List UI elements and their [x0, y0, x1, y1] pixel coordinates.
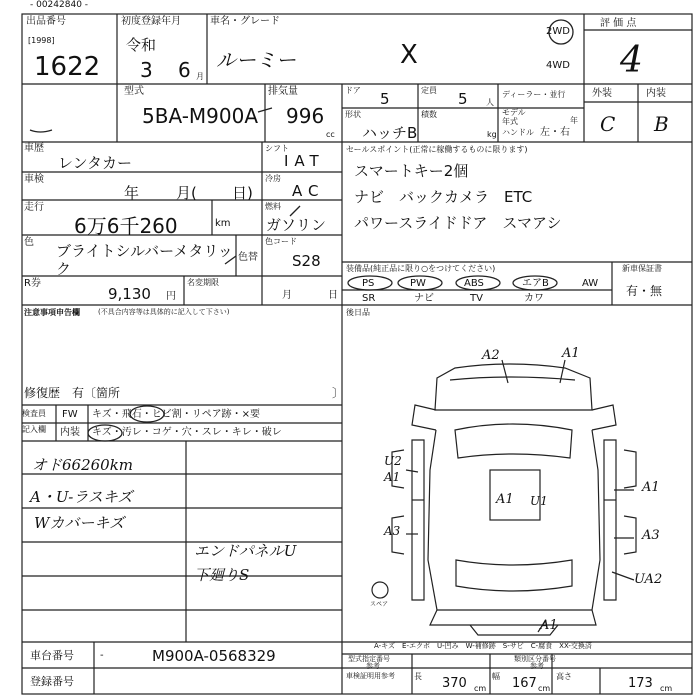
class-label: 類別区分番号: [514, 655, 556, 663]
inspector-label-1: 検査員: [22, 409, 46, 418]
fuel-value: ガソリン: [266, 216, 327, 234]
registration-era: 令和: [126, 36, 157, 54]
color-code: S28: [292, 252, 321, 270]
width-unit: cm: [538, 684, 551, 693]
body-value: ハッチB: [362, 124, 418, 142]
width-label: 幅: [492, 672, 500, 681]
name-change-month: 月: [282, 290, 292, 301]
length-label: 長: [414, 672, 422, 681]
chassis-dash-icon: -: [100, 650, 104, 661]
fuel-label: 燃料: [265, 202, 281, 211]
load-label: 積数: [421, 110, 437, 119]
handwritten-note-5: 下廻りS: [194, 566, 250, 584]
width-value: 167: [512, 676, 537, 691]
dims-label: 車検証明用参考: [346, 672, 395, 680]
notes-label: 注意事項申告欄: [24, 308, 80, 317]
drive-4wd: 4WD: [546, 60, 570, 71]
listing-number-label: 出品番号: [26, 16, 66, 27]
height-unit: cm: [660, 684, 673, 693]
equip-abs: ABS: [464, 278, 484, 289]
notes-sub: (不具合内容等は具体的に記入して下さい): [98, 308, 230, 316]
exterior-score: C: [600, 112, 616, 136]
rating-score: 4: [620, 40, 643, 81]
repair-value: 有〔箇所: [72, 386, 121, 400]
registration-number-label: 登録番号: [30, 675, 74, 688]
color-value: ブライトシルバーメタリック: [56, 242, 233, 278]
registration-month-unit: 月: [196, 72, 204, 81]
inspection-day-unit: 日): [232, 184, 253, 202]
displacement-unit: cc: [326, 130, 335, 139]
top-strip-number: - 00242840 -: [30, 0, 89, 10]
body-label: 形状: [345, 110, 361, 119]
equip-pw: PW: [410, 278, 426, 289]
history-label: 車歴: [24, 143, 44, 154]
vehicle-name: ルーミー: [216, 48, 296, 72]
recycle-label: R券: [24, 278, 41, 289]
equip-sr: SR: [362, 293, 376, 304]
registration-year: 3: [140, 58, 153, 82]
handle-label: ハンドル: [502, 128, 534, 137]
interior-score: B: [654, 112, 669, 136]
shift-label: シフト: [265, 144, 289, 153]
repair-close: 〕: [332, 386, 345, 400]
mileage-unit: km: [215, 218, 231, 229]
inspection-month-unit: 月(: [176, 184, 197, 202]
drive-2wd: 2WD: [546, 26, 570, 37]
aircon-value: AC: [292, 182, 325, 200]
model-value: 5BA-M900A: [142, 104, 259, 128]
spare-label: スペア: [370, 601, 389, 608]
mark-left-top-1: U2: [384, 454, 402, 468]
equip-aw: AW: [582, 278, 599, 289]
class-sub: 参考: [530, 662, 544, 670]
aircon-label: 冷房: [265, 174, 281, 183]
inspection-label: 車検: [24, 174, 44, 185]
inspector-label-2: 記入欄: [22, 425, 46, 434]
exterior-label: 外装: [592, 88, 612, 99]
new-warranty-label: 新車保証書: [622, 264, 662, 273]
repair-label: 修復歴: [24, 386, 61, 400]
mark-bottom: A1: [540, 618, 558, 633]
load-unit: kg: [487, 130, 497, 139]
new-warranty-value: 有・無: [626, 284, 663, 298]
equip-tv: TV: [470, 293, 483, 304]
recycle-value: 9,130: [108, 285, 151, 303]
type-cert-sub: 参考: [366, 662, 380, 670]
mark-top-left: A2: [482, 348, 500, 363]
recycle-unit: 円: [166, 291, 176, 302]
length-unit: cm: [474, 684, 487, 693]
model-label: 型式: [124, 86, 144, 97]
dealer-label: ディーラー・並行: [502, 90, 566, 99]
registration-label: 初度登録年月: [121, 16, 181, 27]
equip-navi: ナビ: [414, 293, 434, 304]
mark-right-lower: A3: [642, 528, 660, 543]
handwritten-note-2: A・U-ラスキズ: [30, 488, 133, 506]
mark-left-top-2: A1: [384, 470, 401, 484]
color-code-label: 色コード: [265, 237, 297, 246]
mark-roof-1: A1: [496, 492, 514, 507]
mark-right-bottom: UA2: [634, 572, 663, 587]
inspector-interior-items: キズ・汚レ・コゲ・穴・スレ・キレ・破レ: [92, 427, 282, 438]
equip-ps: PS: [362, 278, 375, 289]
doors-value: 5: [380, 90, 390, 108]
inspector-fw-label: FW: [62, 409, 78, 420]
listing-number: 1622: [34, 52, 101, 82]
capacity-unit: 人: [486, 98, 494, 107]
listing-number-sub: [1998]: [28, 36, 55, 45]
mileage-label: 走行: [24, 202, 44, 213]
equip-airbag: エアB: [522, 278, 549, 289]
damage-legend: A-キズ E-エクボ U-凹み W-補修跡 S-サビ C-腐食 XX-交換済: [374, 642, 592, 650]
registration-month: 6: [178, 58, 191, 82]
sales-points-label: セールスポイント(正常に稼働するものに限ります): [346, 145, 528, 154]
mark-roof-2: U1: [530, 494, 548, 508]
color-label: 色: [24, 237, 34, 248]
repaint-label: 色替: [238, 252, 258, 263]
length-value: 370: [442, 676, 467, 691]
displacement-label: 排気量: [268, 86, 298, 97]
mark-left-lower: A3: [384, 524, 401, 538]
model-year-label: モデル年式: [502, 108, 526, 126]
vehicle-name-label: 車名・グレード: [210, 16, 280, 27]
handwritten-note-4: エンドパネルU: [194, 542, 297, 560]
equipment-label: 装備品(純正品に限り○をつけてください): [346, 264, 496, 273]
displacement-value: 996: [286, 104, 325, 128]
rating-label: 評 価 点: [600, 18, 637, 29]
type-cert-label: 型式指定番号: [348, 655, 390, 663]
history-value: レンタカー: [58, 154, 133, 172]
sales-point-2: ナビ バックカメラ ETC: [354, 188, 533, 206]
mileage-value: 6万6千260: [74, 214, 178, 238]
height-label: 高さ: [556, 672, 572, 681]
handwritten-note-1: オド66260km: [32, 456, 134, 474]
name-change-day: 日: [328, 290, 338, 301]
sales-point-1: スマートキー2個: [354, 162, 469, 180]
name-change-label: 名変期限: [187, 278, 219, 287]
capacity-value: 5: [458, 90, 468, 108]
after-install-label: 後日品: [346, 308, 370, 317]
shift-value: IAT: [284, 152, 325, 170]
inspector-fw-items: キズ・飛石・ヒビ割・リペア跡・×要: [92, 409, 260, 420]
mark-top-right: A1: [562, 346, 580, 361]
inspection-year-unit: 年: [124, 184, 140, 202]
height-value: 173: [628, 676, 653, 691]
inspector-interior-label: 内装: [60, 427, 80, 438]
model-year-unit: 年: [570, 116, 578, 125]
handwritten-note-3: Wカバーキズ: [34, 514, 125, 532]
interior-label: 内装: [646, 88, 666, 99]
capacity-label: 定員: [421, 86, 437, 95]
chassis-number: M900A-0568329: [152, 647, 276, 665]
handle-value: 左・右: [540, 127, 570, 138]
equip-leather: カワ: [524, 293, 544, 304]
sales-point-3: パワースライドドア スマアシ: [354, 214, 562, 232]
chassis-label: 車台番号: [30, 649, 74, 662]
vehicle-grade: X: [400, 40, 418, 70]
doors-label: ドア: [345, 86, 361, 95]
mark-right-mid: A1: [642, 480, 660, 495]
